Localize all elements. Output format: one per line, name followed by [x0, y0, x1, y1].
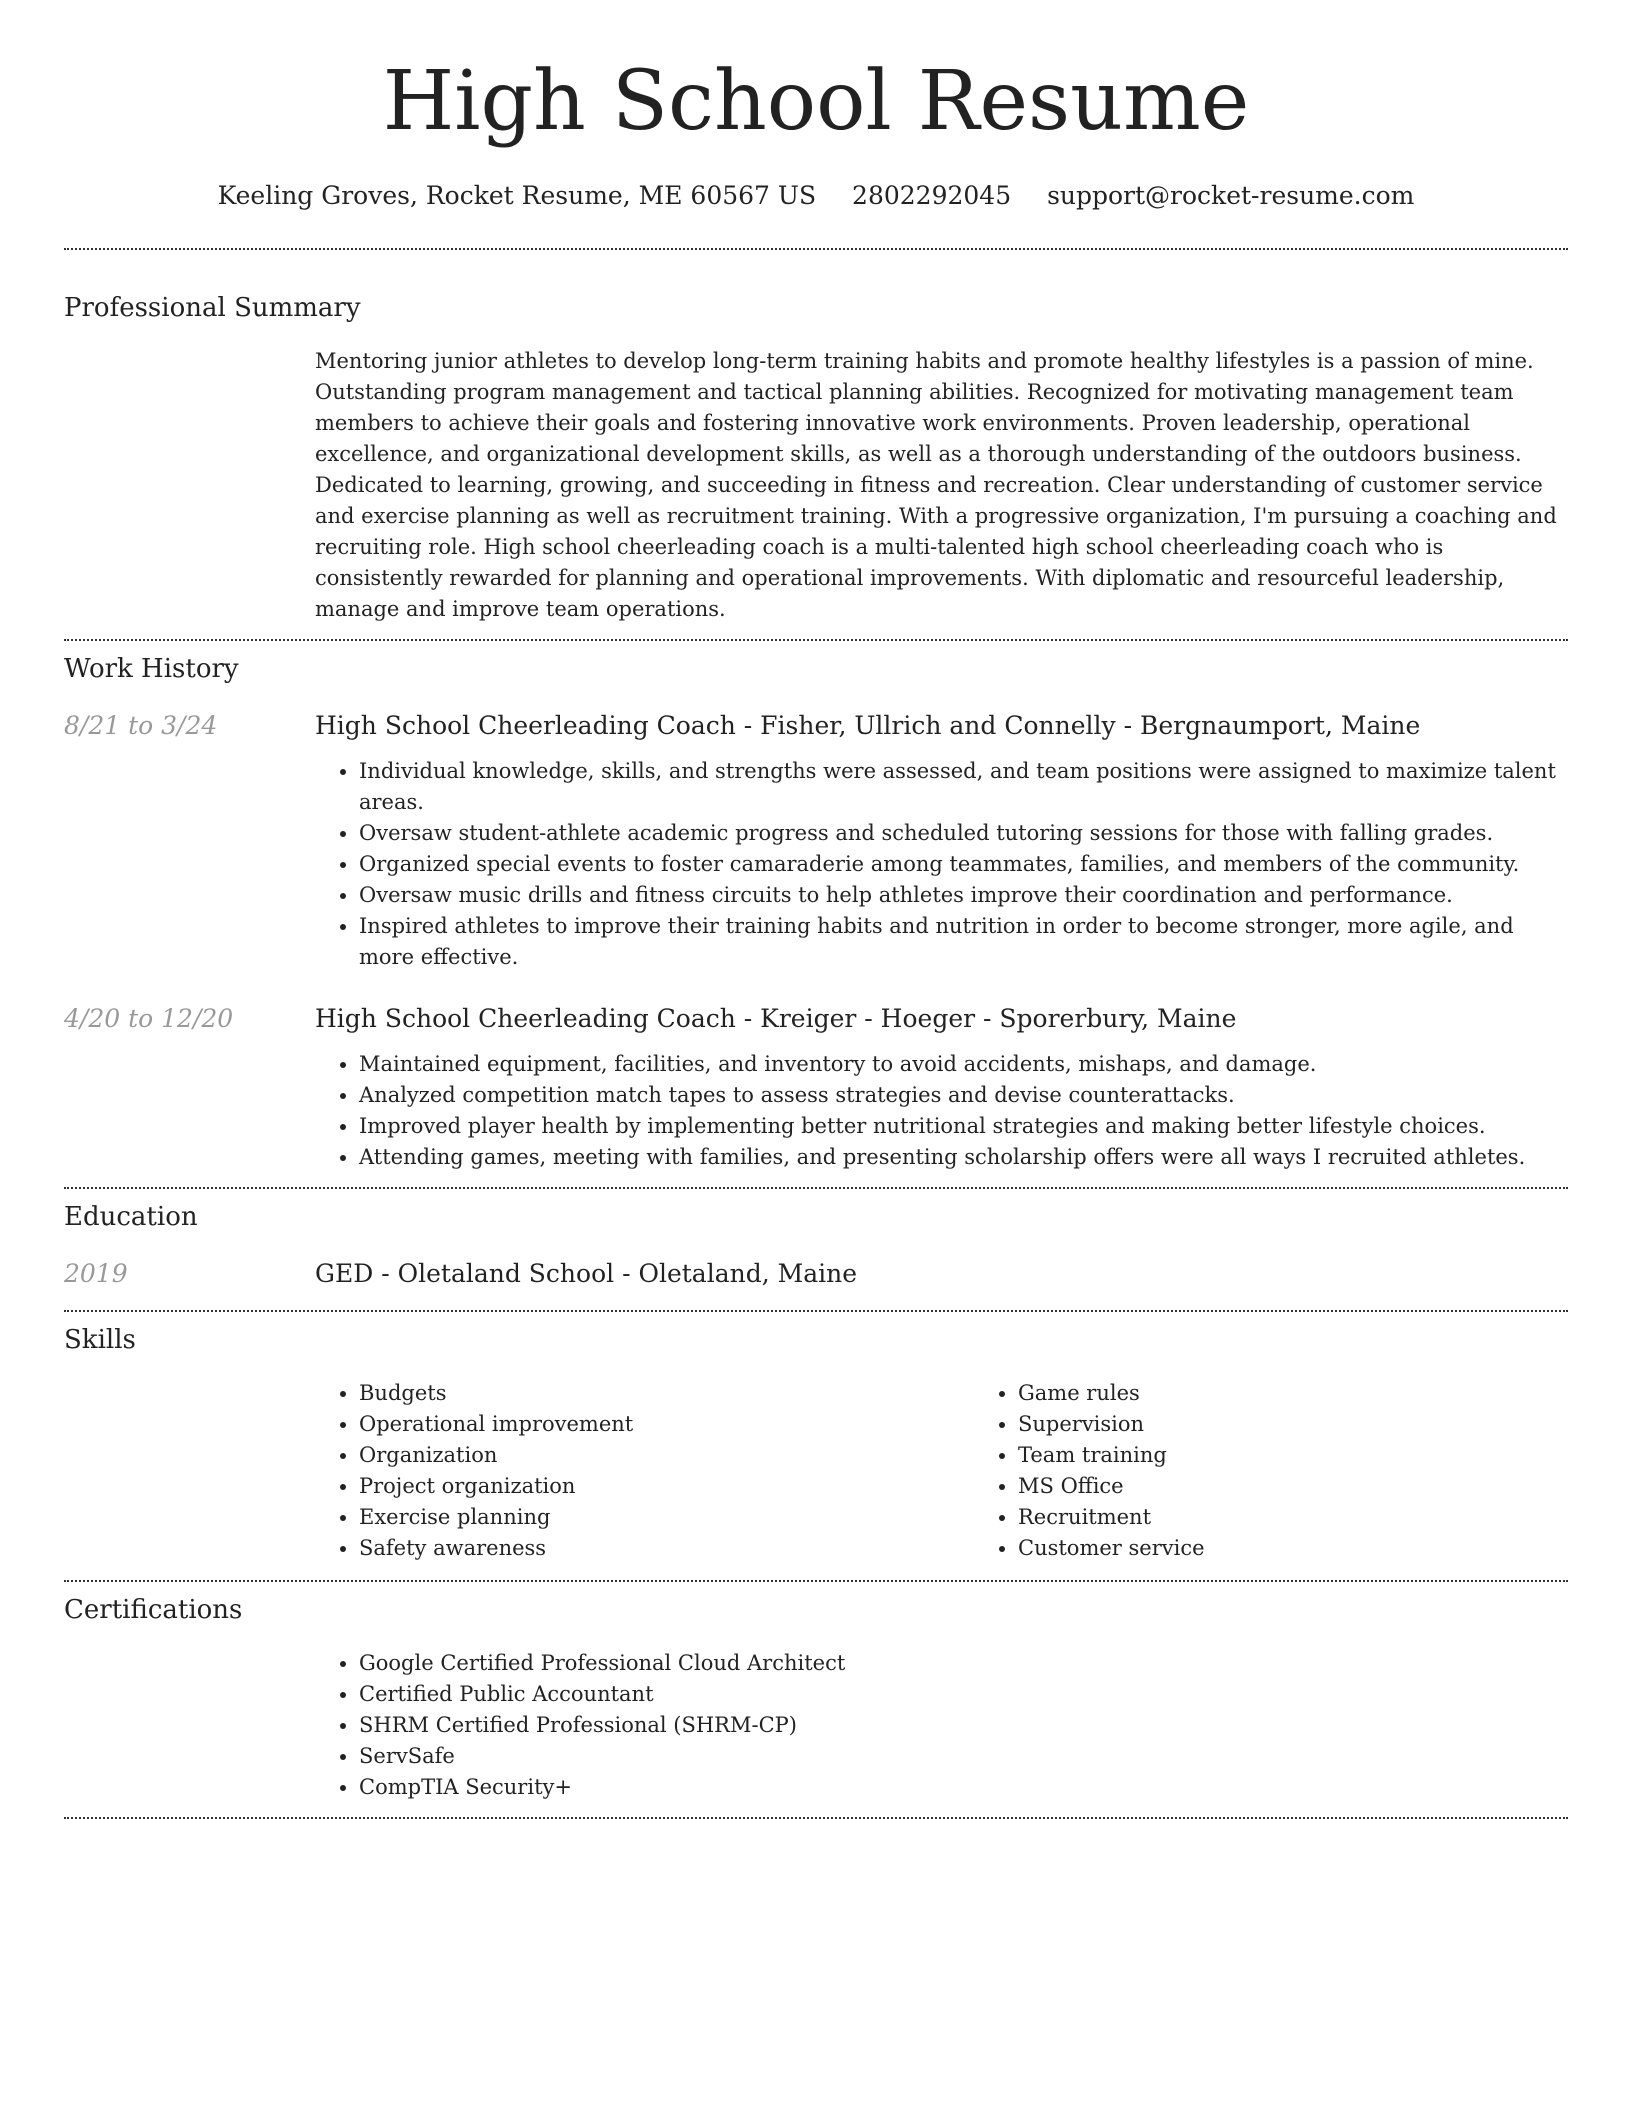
list-item: • Maintained equipment, facilities, and inventory to avoid accidents, mishaps, and damage.	[359, 1049, 1568, 1080]
list-item: • Oversaw music drills and fitness circuits to help athletes improve their coordination and performance.	[359, 880, 1568, 911]
divider	[64, 248, 1568, 250]
divider	[64, 1310, 1568, 1312]
list-item: • Organized special events to foster camaraderie among teammates, families, and members of the community.	[359, 849, 1568, 880]
certifications-list	[315, 1648, 1568, 1803]
contact-address: Keeling Groves, Rocket Resume, ME 60567 US	[217, 181, 817, 210]
list-item: • SHRM Certified Professional (SHRM-CP)	[359, 1710, 1568, 1741]
job-entry	[64, 710, 1568, 973]
list-item: • Individual knowledge, skills, and strengths were assessed, and team positions were assigned to maximize talent areas.	[359, 756, 1568, 818]
contact-email: support@rocket-resume.com	[1047, 181, 1415, 210]
list-item: • Google Certified Professional Cloud Architect	[359, 1648, 1568, 1679]
job-dates: 4/20 to 12/20	[64, 1004, 234, 1033]
list-item: • Budgets	[359, 1378, 974, 1409]
skills-section	[64, 1324, 1568, 1564]
list-item: • Supervision	[1018, 1409, 1632, 1440]
list-item: • Analyzed competition match tapes to assess strategies and devise counterattacks.	[359, 1080, 1568, 1111]
education-year: 2019	[64, 1259, 128, 1288]
divider	[64, 1187, 1568, 1189]
job-dates: 8/21 to 3/24	[64, 711, 218, 740]
list-item: • Safety awareness	[359, 1533, 974, 1564]
section-title-certifications: Certifications	[64, 1595, 243, 1625]
list-item: • Certified Public Accountant	[359, 1679, 1568, 1710]
list-item: • MS Office	[1018, 1471, 1632, 1502]
divider	[64, 1580, 1568, 1582]
list-item: • Customer service	[1018, 1533, 1632, 1564]
list-item: • Exercise planning	[359, 1502, 974, 1533]
job-heading: High School Cheerleading Coach - Kreiger - Hoeger - Sporerbury, Maine	[315, 1004, 1237, 1033]
list-item: • Recruitment	[1018, 1502, 1632, 1533]
contact-line	[64, 180, 1568, 212]
list-item: • ServSafe	[359, 1741, 1568, 1772]
list-item: • Operational improvement	[359, 1409, 974, 1440]
education-entry: GED - Oletaland School - Oletaland, Maine	[315, 1259, 857, 1288]
section-title-education: Education	[64, 1202, 198, 1232]
page-title: High School Resume	[382, 54, 1250, 149]
list-item: • Oversaw student-athlete academic progress and scheduled tutoring sessions for those with falling grades.	[359, 818, 1568, 849]
contact-phone: 2802292045	[852, 181, 1012, 210]
list-item: • CompTIA Security+	[359, 1772, 1568, 1803]
list-item: • Game rules	[1018, 1378, 1632, 1409]
work-history-section	[64, 653, 1568, 1173]
job-bullets	[315, 1049, 1568, 1173]
divider	[64, 1817, 1568, 1819]
summary-text: Mentoring junior athletes to develop long-term training habits and promote healthy lifestyles is a passion of mine. Outstanding program management and tactical planning abilities. Recognized for motivating management team members to achieve their goals and fostering innovative work environments. Proven leadership, operational excellence, and organizational development skills, as well as a thorough understanding of the outdoors business. Dedicated to learning, growing, and succeeding in fitness and recreation. Clear understanding of customer service and exercise planning as well as recruitment training. With a progressive organization, I'm pursuing a coaching and recruiting role. High school cheerleading coach is a multi-talented high school cheerleading coach who is consistently rewarded for planning and operational improvements. With diplomatic and resourceful leadership, manage and improve team operations.	[315, 349, 1557, 621]
list-item: • Organization	[359, 1440, 974, 1471]
list-item: • Improved player health by implementing better nutritional strategies and making better lifestyle choices.	[359, 1111, 1568, 1142]
job-bullets	[315, 756, 1568, 973]
list-item: • Attending games, meeting with families, and presenting scholarship offers were all ways I recruited athletes.	[359, 1142, 1568, 1173]
education-section	[64, 1201, 1568, 1290]
skills-list-left	[315, 1378, 974, 1564]
job-entry	[64, 1003, 1568, 1173]
divider	[64, 639, 1568, 641]
summary-section	[64, 292, 1568, 625]
list-item: • Project organization	[359, 1471, 974, 1502]
section-title-work: Work History	[64, 654, 239, 684]
section-title-summary: Professional Summary	[64, 293, 361, 323]
list-item: • Team training	[1018, 1440, 1632, 1471]
section-title-skills: Skills	[64, 1325, 136, 1355]
list-item: • Inspired athletes to improve their training habits and nutrition in order to become stronger, more agile, and more effective.	[359, 911, 1568, 973]
job-heading: High School Cheerleading Coach - Fisher, Ullrich and Connelly - Bergnaumport, Maine	[315, 711, 1421, 740]
skills-list-right	[974, 1378, 1632, 1564]
certifications-section	[64, 1594, 1568, 1803]
